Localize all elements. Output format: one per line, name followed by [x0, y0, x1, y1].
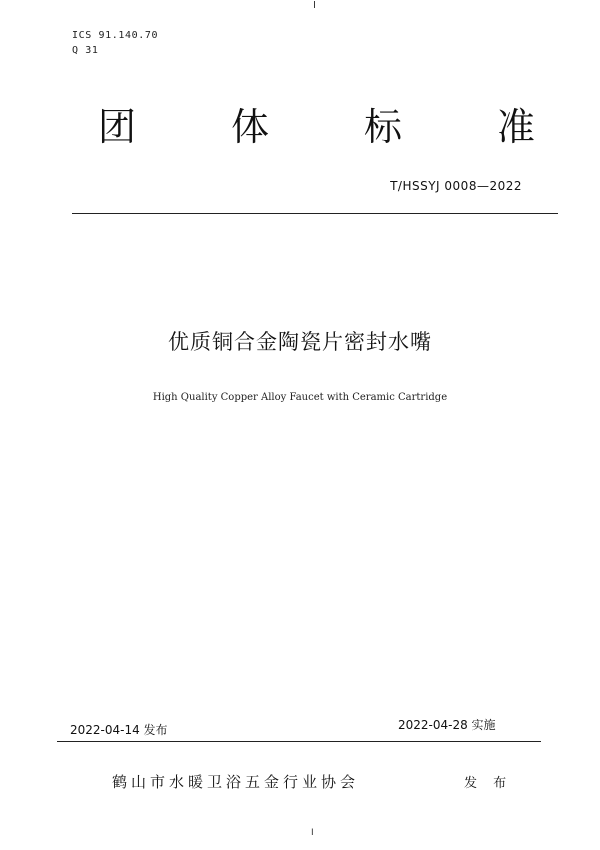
top-page-mark: I — [313, 0, 316, 11]
chinese-document-title: 优质铜合金陶瓷片密封水嘴 — [168, 330, 432, 354]
standard-type-char-1: 团 — [98, 105, 137, 149]
implementation-date: 2022-04-28 实施 — [398, 718, 496, 732]
ccs-code: Q 31 — [72, 45, 99, 56]
issuing-organization: 鹤山市水暖卫浴五金行业协会 — [112, 773, 360, 791]
issue-date: 2022-04-14 发布 — [70, 723, 168, 737]
english-document-title: High Quality Copper Alloy Faucet with Ceramic Cartridge — [152, 392, 448, 403]
standard-type-title — [98, 103, 535, 151]
standard-type-char-2: 体 — [230, 105, 269, 149]
page-number: I — [311, 828, 314, 838]
standard-number: T/HSSYJ 0008—2022 — [390, 179, 522, 193]
bottom-divider-line — [57, 741, 541, 742]
standard-type-char-4: 准 — [496, 105, 535, 149]
standard-type-char-3: 标 — [363, 105, 402, 149]
publish-label: 发 布 — [464, 776, 513, 791]
top-divider-line — [72, 213, 558, 214]
ics-code: ICS 91.140.70 — [72, 30, 159, 41]
